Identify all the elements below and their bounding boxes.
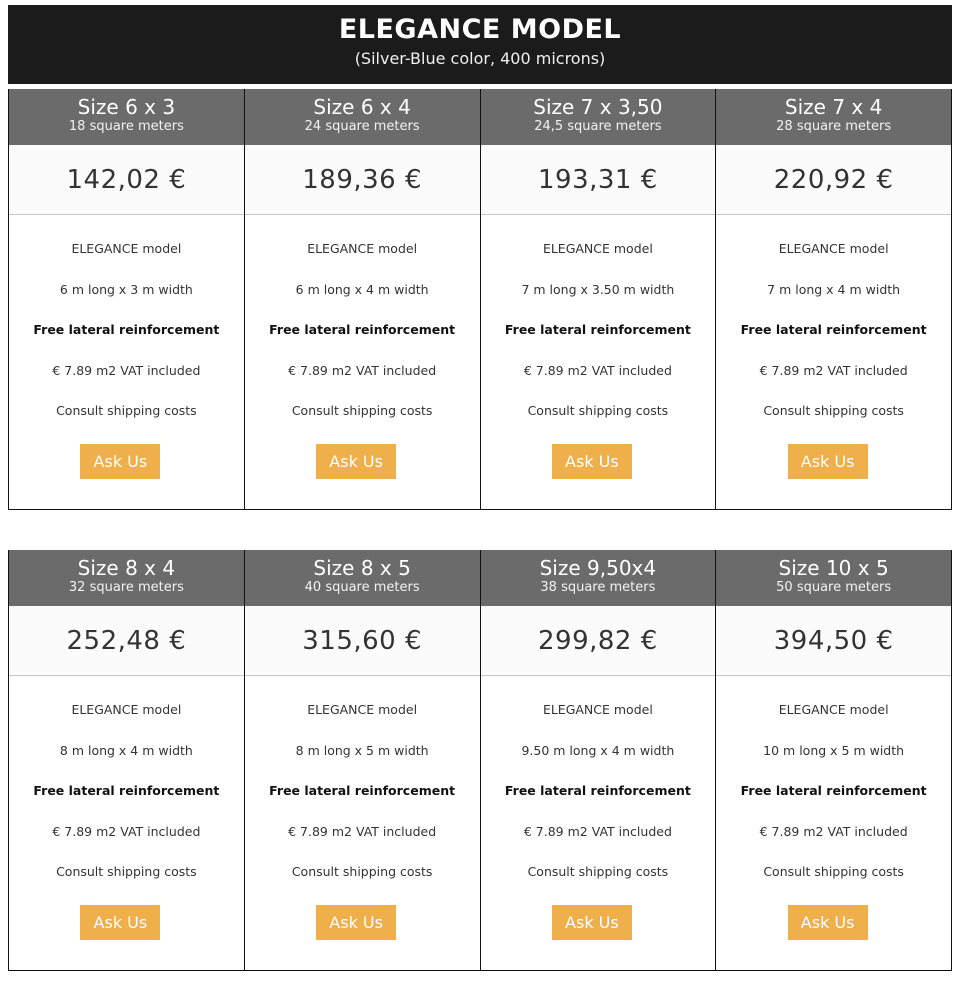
feature-vat: € 7.89 m2 VAT included: [523, 362, 672, 378]
card-header: [481, 550, 716, 606]
feature-dimensions: 7 m long x 3.50 m width: [521, 281, 675, 297]
card-features: [245, 215, 480, 509]
card-header: [245, 550, 480, 606]
feature-reinforcement: Free lateral reinforcement: [504, 322, 691, 337]
card-area: 32 square meters: [68, 580, 184, 595]
card-size-title: Size 8 x 5: [313, 556, 411, 580]
ask-us-button[interactable]: Ask Us: [788, 444, 868, 479]
pricing-card: [715, 89, 951, 510]
card-area: 28 square meters: [776, 119, 892, 134]
card-area: 24 square meters: [304, 119, 420, 134]
ask-us-button[interactable]: Ask Us: [80, 444, 160, 479]
feature-shipping: Consult shipping costs: [291, 864, 433, 879]
card-header: [481, 89, 716, 145]
card-features: [481, 215, 716, 509]
pricing-card: [244, 89, 480, 510]
feature-vat: € 7.89 m2 VAT included: [288, 823, 437, 839]
feature-model: ELEGANCE model: [71, 241, 182, 256]
pricing-card: [244, 550, 480, 971]
feature-vat: € 7.89 m2 VAT included: [52, 362, 201, 378]
feature-model: ELEGANCE model: [542, 241, 653, 256]
card-header: [9, 550, 244, 606]
card-header: [716, 550, 951, 606]
card-size-title: Size 8 x 4: [77, 556, 176, 580]
feature-model: ELEGANCE model: [307, 241, 418, 256]
feature-model: ELEGANCE model: [778, 702, 889, 717]
ask-us-button[interactable]: Ask Us: [80, 905, 160, 940]
feature-reinforcement: Free lateral reinforcement: [33, 322, 220, 337]
card-header: [716, 89, 951, 145]
card-features: [481, 676, 716, 970]
ask-us-button[interactable]: Ask Us: [788, 905, 868, 940]
banner-title: ELEGANCE MODEL: [338, 14, 622, 45]
card-area: 38 square meters: [540, 580, 656, 595]
feature-reinforcement: Free lateral reinforcement: [504, 783, 691, 798]
feature-dimensions: 8 m long x 5 m width: [295, 742, 429, 758]
feature-shipping: Consult shipping costs: [56, 403, 197, 418]
feature-dimensions: 6 m long x 3 m width: [59, 281, 193, 297]
feature-reinforcement: Free lateral reinforcement: [740, 322, 927, 337]
feature-reinforcement: Free lateral reinforcement: [33, 783, 220, 798]
ask-us-button[interactable]: Ask Us: [316, 905, 396, 940]
feature-vat: € 7.89 m2 VAT included: [523, 823, 672, 839]
feature-reinforcement: Free lateral reinforcement: [269, 783, 456, 798]
card-price: 193,31 €: [481, 145, 716, 215]
feature-reinforcement: Free lateral reinforcement: [740, 783, 927, 798]
card-price: 252,48 €: [9, 606, 244, 676]
feature-vat: € 7.89 m2 VAT included: [52, 823, 201, 839]
card-area: 18 square meters: [68, 119, 184, 134]
ask-us-button[interactable]: Ask Us: [552, 444, 632, 479]
feature-model: ELEGANCE model: [778, 241, 889, 256]
card-size-title: Size 10 x 5: [778, 556, 889, 580]
model-banner: [8, 5, 952, 84]
card-features: [716, 215, 951, 509]
feature-reinforcement: Free lateral reinforcement: [269, 322, 456, 337]
card-size-title: Size 9,50x4: [539, 556, 657, 580]
pricing-card: [480, 89, 716, 510]
pricing-card: [480, 550, 716, 971]
ask-us-button[interactable]: Ask Us: [316, 444, 396, 479]
feature-shipping: Consult shipping costs: [56, 864, 197, 879]
card-header: [9, 89, 244, 145]
card-price: 142,02 €: [9, 145, 244, 215]
feature-dimensions: 9.50 m long x 4 m width: [521, 742, 675, 758]
feature-vat: € 7.89 m2 VAT included: [288, 362, 437, 378]
card-features: [9, 215, 244, 509]
feature-shipping: Consult shipping costs: [291, 403, 433, 418]
pricing-row-2: [8, 550, 952, 971]
card-price: 220,92 €: [716, 145, 951, 215]
feature-dimensions: 8 m long x 4 m width: [59, 742, 193, 758]
card-area: 24,5 square meters: [534, 119, 662, 134]
pricing-card: [715, 550, 951, 971]
card-header: [245, 89, 480, 145]
pricing-row-1: [8, 89, 952, 510]
card-price: 299,82 €: [481, 606, 716, 676]
card-price: 315,60 €: [245, 606, 480, 676]
feature-shipping: Consult shipping costs: [763, 864, 904, 879]
feature-vat: € 7.89 m2 VAT included: [759, 823, 908, 839]
card-features: [245, 676, 480, 970]
pricing-card: [8, 550, 244, 971]
banner-subtitle: (Silver-Blue color, 400 microns): [354, 49, 606, 68]
feature-shipping: Consult shipping costs: [763, 403, 904, 418]
feature-shipping: Consult shipping costs: [527, 864, 669, 879]
feature-model: ELEGANCE model: [71, 702, 182, 717]
card-price: 189,36 €: [245, 145, 480, 215]
card-price: 394,50 €: [716, 606, 951, 676]
feature-vat: € 7.89 m2 VAT included: [759, 362, 908, 378]
pricing-card: [8, 89, 244, 510]
feature-model: ELEGANCE model: [307, 702, 418, 717]
feature-shipping: Consult shipping costs: [527, 403, 669, 418]
ask-us-button[interactable]: Ask Us: [552, 905, 632, 940]
feature-dimensions: 6 m long x 4 m width: [295, 281, 429, 297]
card-features: [9, 676, 244, 970]
card-size-title: Size 6 x 3: [77, 95, 176, 119]
card-size-title: Size 6 x 4: [313, 95, 411, 119]
feature-model: ELEGANCE model: [542, 702, 653, 717]
card-features: [716, 676, 951, 970]
card-size-title: Size 7 x 3,50: [533, 95, 663, 119]
feature-dimensions: 7 m long x 4 m width: [767, 281, 901, 297]
card-area: 40 square meters: [304, 580, 420, 595]
feature-dimensions: 10 m long x 5 m width: [763, 742, 905, 758]
card-area: 50 square meters: [776, 580, 892, 595]
card-size-title: Size 7 x 4: [784, 95, 883, 119]
